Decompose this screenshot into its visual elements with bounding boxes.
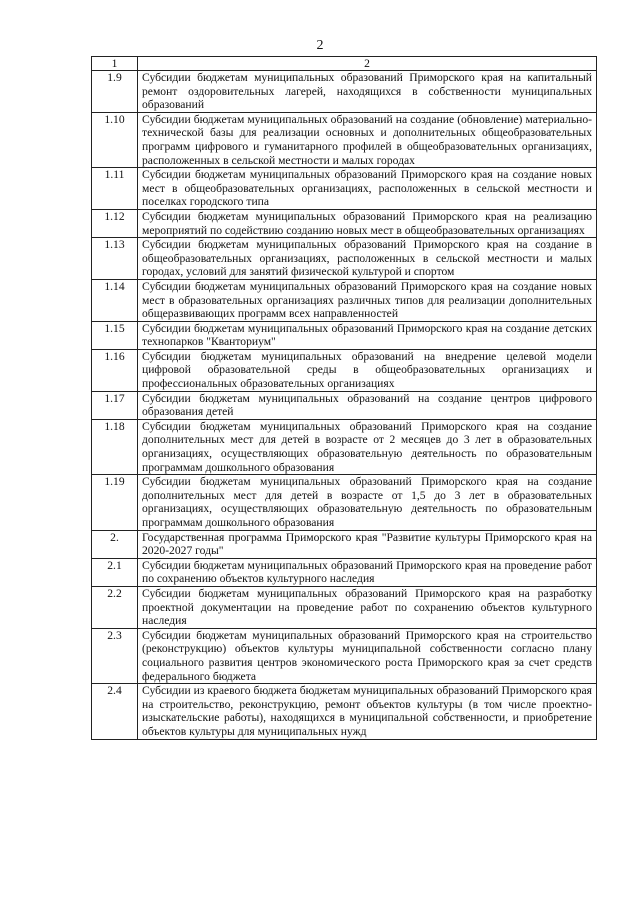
row-description: Субсидии бюджетам муниципальных образований Приморского края на проведение работ по сохранению объектов культурного наследия bbox=[138, 558, 597, 586]
table-row bbox=[92, 586, 597, 628]
table-row bbox=[92, 530, 597, 558]
table-header-row bbox=[92, 57, 597, 71]
row-number: 1.18 bbox=[92, 419, 138, 474]
row-number: 2. bbox=[92, 530, 138, 558]
table-row bbox=[92, 279, 597, 321]
row-description: Субсидии бюджетам муниципальных образований Приморского края на создание новых мест в образовательных организациях различных типов для реализации дополнительных общеразвивающих программ всех направленностей bbox=[138, 279, 597, 321]
row-number: 2.3 bbox=[92, 628, 138, 683]
table-row bbox=[92, 321, 597, 349]
row-description: Субсидии бюджетам муниципальных образований на внедрение целевой модели цифровой образовательной среды в общеобразовательных организациях и профессиональных образовательных организациях bbox=[138, 349, 597, 391]
row-description: Субсидии бюджетам муниципальных образований Приморского края на разработку проектной документации на проведение работ по сохранению объектов культурного наследия bbox=[138, 586, 597, 628]
row-number: 1.16 bbox=[92, 349, 138, 391]
row-description: Субсидии бюджетам муниципальных образований на создание (обновление) материально-технической базы для реализации основных и дополнительных общеобразовательных программ цифрового и гуманитарного профилей в общеобразовательных организациях, расположенных в сельской местности и малых городах bbox=[138, 112, 597, 167]
row-description: Субсидии бюджетам муниципальных образований Приморского края на капитальный ремонт оздоровительных лагерей, находящихся в собственности муниципальных образований bbox=[138, 71, 597, 113]
row-description: Субсидии бюджетам муниципальных образований Приморского края на создание в общеобразовательных организациях, расположенных в сельской местности и малых городах, условий для занятий физической культурой и спортом bbox=[138, 238, 597, 280]
table-row bbox=[92, 475, 597, 530]
row-number: 1.12 bbox=[92, 209, 138, 237]
column-header-number: 1 bbox=[92, 57, 138, 71]
row-number: 1.9 bbox=[92, 71, 138, 113]
column-header-description: 2 bbox=[138, 57, 597, 71]
row-number: 1.11 bbox=[92, 168, 138, 210]
row-number: 2.4 bbox=[92, 684, 138, 739]
row-number: 1.19 bbox=[92, 475, 138, 530]
table-row bbox=[92, 419, 597, 474]
row-number: 1.13 bbox=[92, 238, 138, 280]
row-number: 1.17 bbox=[92, 391, 138, 419]
row-description: Субсидии бюджетам муниципальных образований Приморского края на создание дополнительных мест для детей в возрасте от 1,5 до 3 лет в образовательных организациях, осуществляющих образовательную деятельность по образовательным программам дошкольного образования bbox=[138, 475, 597, 530]
table-row bbox=[92, 628, 597, 683]
row-description: Субсидии бюджетам муниципальных образований Приморского края на создание детских технопарков "Кванториум" bbox=[138, 321, 597, 349]
row-description: Субсидии бюджетам муниципальных образований Приморского края на реализацию мероприятий по содействию созданию новых мест в общеобразовательных организациях bbox=[138, 209, 597, 237]
row-description: Субсидии бюджетам муниципальных образований Приморского края на строительство (реконструкцию) объектов культуры муниципальной собственности согласно плану социального развития центров экономического роста Приморского края за счет средств федерального бюджета bbox=[138, 628, 597, 683]
table-row bbox=[92, 349, 597, 391]
table-row bbox=[92, 112, 597, 167]
table-row bbox=[92, 209, 597, 237]
row-number: 2.2 bbox=[92, 586, 138, 628]
table-row bbox=[92, 684, 597, 739]
subsidies-table bbox=[91, 56, 597, 740]
page-number: 2 bbox=[316, 38, 324, 53]
table-row bbox=[92, 391, 597, 419]
row-number: 1.10 bbox=[92, 112, 138, 167]
table-row bbox=[92, 71, 597, 113]
row-description: Субсидии бюджетам муниципальных образований на создание центров цифрового образования детей bbox=[138, 391, 597, 419]
row-description: Субсидии бюджетам муниципальных образований Приморского края на создание дополнительных мест для детей в возрасте от 2 месяцев до 3 лет в образовательных организациях, осуществляющих образовательную деятельность по образовательным программам дошкольного образования bbox=[138, 419, 597, 474]
row-description: Государственная программа Приморского края "Развитие культуры Приморского края на 2020-2027 годы" bbox=[138, 530, 597, 558]
row-number: 1.14 bbox=[92, 279, 138, 321]
row-description: Субсидии бюджетам муниципальных образований Приморского края на создание новых мест в общеобразовательных организациях, расположенных в сельской местности и поселках городского типа bbox=[138, 168, 597, 210]
table-row bbox=[92, 558, 597, 586]
row-description: Субсидии из краевого бюджета бюджетам муниципальных образований Приморского края на строительство, реконструкцию, ремонт объектов культуры (в том числе проектно-изыскательские работы), находящихся в муниципальной собственности, и приобретение объектов культуры для муниципальных нужд bbox=[138, 684, 597, 739]
table-row bbox=[92, 168, 597, 210]
table-row bbox=[92, 238, 597, 280]
row-number: 2.1 bbox=[92, 558, 138, 586]
row-number: 1.15 bbox=[92, 321, 138, 349]
